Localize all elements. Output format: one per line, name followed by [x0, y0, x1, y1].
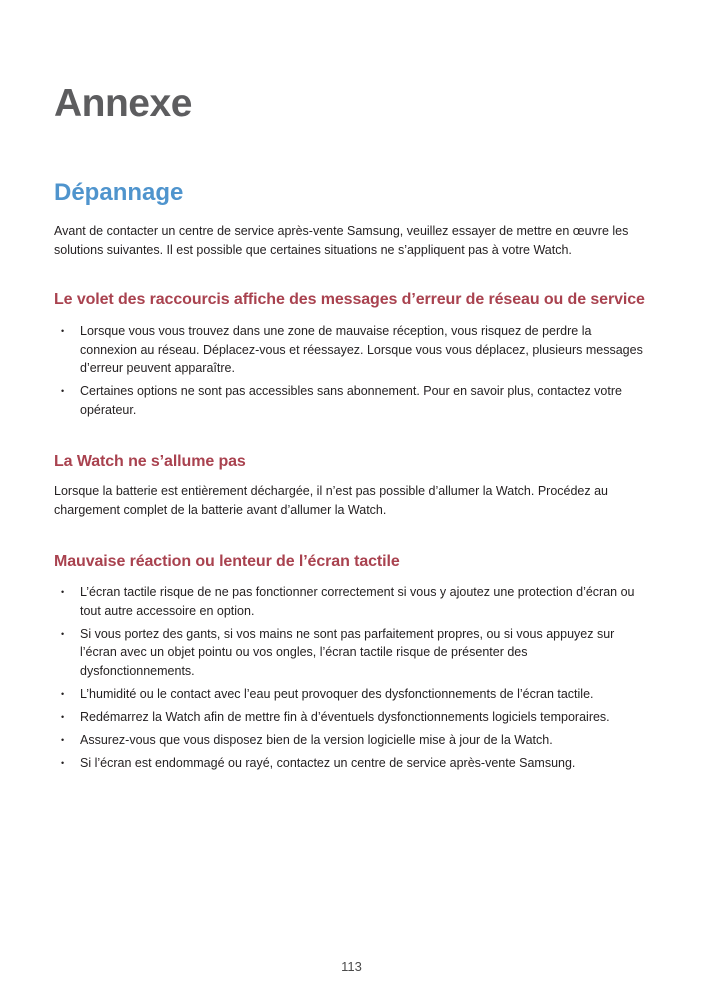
- list-item: [54, 708, 644, 727]
- intro-paragraph: Avant de contacter un centre de service après-vente Samsung, veuillez essayer de mettre en œuvre les solutions suivantes. Il est possible que certaines situations ne s’appliquent pas à votre Watch.: [54, 224, 629, 257]
- list-item-text: Si l’écran est endommagé ou rayé, contactez un centre de service après-vente Samsung.: [80, 755, 576, 770]
- bullet-list: [54, 322, 644, 419]
- list-item: [54, 685, 644, 704]
- list-item-text: L’humidité ou le contact avec l’eau peut provoquer des dysfonctionnements de l’écran tactile.: [80, 686, 594, 701]
- bullet-icon: •: [61, 757, 65, 768]
- list-item-text: L’écran tactile risque de ne pas fonctionner correctement si vous y ajoutez une protection d’écran ou tout autre accessoire en option.: [80, 585, 635, 618]
- bullet-icon: •: [61, 326, 65, 336]
- bullet-icon: •: [61, 587, 65, 597]
- list-item: [54, 731, 644, 750]
- page-number: 113: [341, 959, 362, 974]
- bullet-icon: •: [61, 734, 65, 745]
- topic-watch-not-turning-on: [54, 453, 644, 519]
- list-item: [54, 754, 644, 773]
- list-item: [54, 583, 644, 620]
- topic-touchscreen-issues: [54, 553, 644, 777]
- topic-heading: Le volet des raccourcis affiche des messages d’erreur de réseau ou de service: [54, 291, 645, 308]
- topic-heading: La Watch ne s’allume pas: [54, 453, 246, 470]
- list-item-text: Redémarrez la Watch afin de mettre fin à d’éventuels dysfonctionnements logiciels temporaires.: [80, 709, 610, 724]
- bullet-list: [54, 583, 644, 772]
- chapter-title: Annexe: [54, 82, 192, 125]
- topic-heading: Mauvaise réaction ou lenteur de l’écran tactile: [54, 553, 400, 570]
- list-item: [54, 625, 644, 681]
- bullet-icon: •: [61, 711, 65, 722]
- list-item: [54, 382, 644, 419]
- list-item-text: Si vous portez des gants, si vos mains ne sont pas parfaitement propres, ou si vous appuyez sur l’écran avec un objet pointu ou vos ongles, l’écran tactile risque de présenter des dysfonctionnements.: [80, 626, 615, 678]
- topic-paragraph: Lorsque la batterie est entièrement déchargée, il n’est pas possible d’allumer la Watch. Procédez au chargement complet de la batterie avant d’allumer la Watch.: [54, 484, 609, 517]
- list-item-text: Assurez-vous que vous disposez bien de la version logicielle mise à jour de la Watch.: [80, 732, 553, 747]
- section-title: Dépannage: [54, 179, 184, 206]
- list-item-text: Lorsque vous vous trouvez dans une zone de mauvaise réception, vous risquez de perdre la connexion au réseau. Déplacez-vous et réessayez. Lorsque vous vous déplacez, plusieurs messages d’erreur peuvent apparaître.: [80, 324, 643, 375]
- list-item-text: Certaines options ne sont pas accessibles sans abonnement. Pour en savoir plus, contactez votre opérateur.: [80, 384, 622, 417]
- bullet-icon: •: [61, 688, 65, 699]
- bullet-icon: •: [61, 628, 65, 639]
- bullet-icon: •: [61, 386, 65, 396]
- topic-network-errors: [54, 291, 644, 424]
- list-item: [54, 322, 644, 378]
